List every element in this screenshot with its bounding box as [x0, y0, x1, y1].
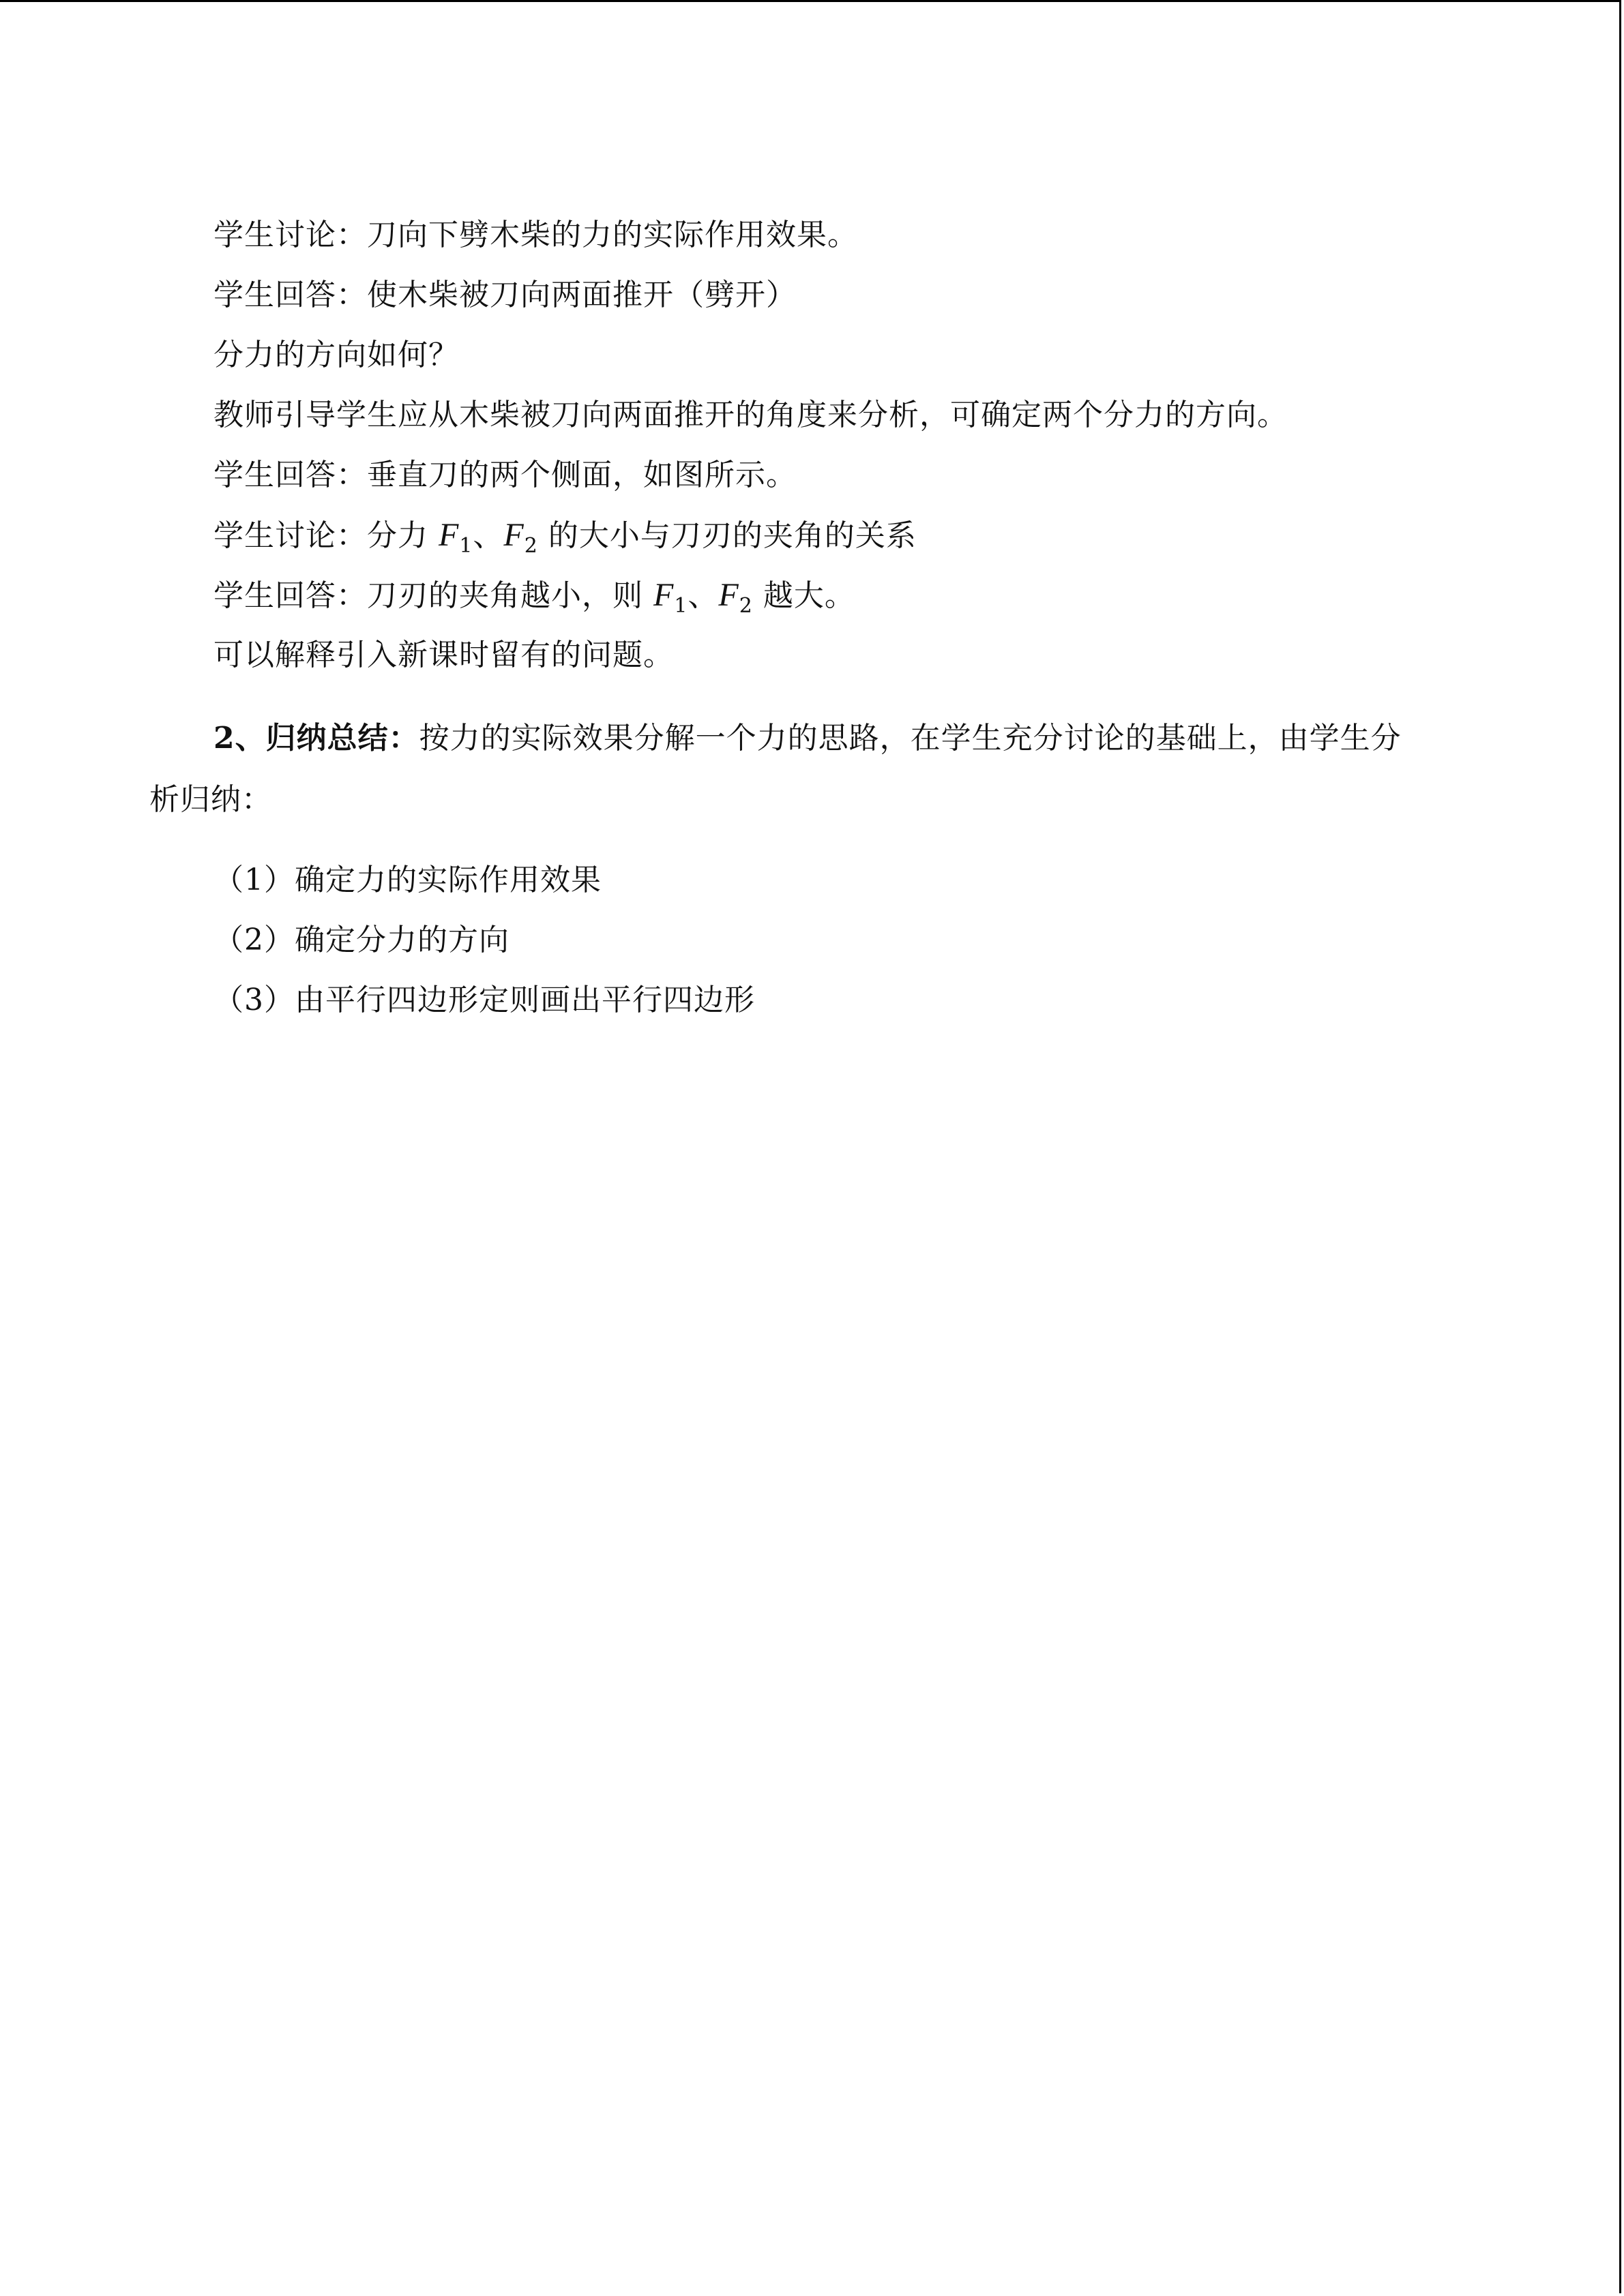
- text-line-1: 学生讨论：刀向下劈木柴的力的实际作用效果。: [213, 218, 858, 252]
- force-symbol-f1: F: [439, 517, 460, 553]
- force-symbol-f1: F: [653, 577, 675, 613]
- text-line-7: [213, 575, 855, 616]
- summary-line-2: 析归纳：: [149, 782, 272, 817]
- force-symbol-f2: F: [503, 517, 525, 553]
- line6-separator: 、: [473, 518, 504, 553]
- force-subscript-1: 1: [459, 534, 473, 558]
- line6-prefix: 学生讨论：分力: [213, 518, 439, 553]
- text-line-5: 学生回答：垂直刀的两个侧面，如图所示。: [213, 458, 797, 492]
- force-subscript-2: 2: [739, 594, 753, 618]
- force-symbol-f2: F: [718, 577, 739, 613]
- step-item-1: （1）确定力的实际作用效果: [213, 863, 602, 897]
- text-line-6: [213, 515, 917, 556]
- text-line-2: 学生回答：使木柴被刀向两面推开（劈开）: [213, 278, 797, 312]
- line7-separator: 、: [688, 578, 719, 613]
- text-line-4: 教师引导学生应从木柴被刀向两面推开的角度来分析，可确定两个分力的方向。: [213, 398, 1288, 432]
- line7-prefix: 学生回答：刀刃的夹角越小，则: [213, 578, 653, 613]
- text-line-8: 可以解释引入新课时留有的问题。: [213, 638, 674, 672]
- summary-line-1: [213, 718, 1402, 759]
- text-line-3: 分力的方向如何？: [213, 338, 459, 372]
- step-item-2: （2）确定分力的方向: [213, 923, 510, 957]
- summary-heading: 2、归纳总结：: [213, 721, 419, 756]
- line7-suffix: 越大。: [752, 578, 855, 613]
- line6-suffix: 的大小与刀刃的夹角的关系: [537, 518, 917, 553]
- summary-text: 按力的实际效果分解一个力的思路，在学生充分讨论的基础上，由学生分: [419, 721, 1402, 756]
- force-subscript-1: 1: [674, 594, 688, 618]
- force-subscript-2: 2: [524, 534, 538, 558]
- step-item-3: （3）由平行四边形定则画出平行四边形: [213, 983, 755, 1017]
